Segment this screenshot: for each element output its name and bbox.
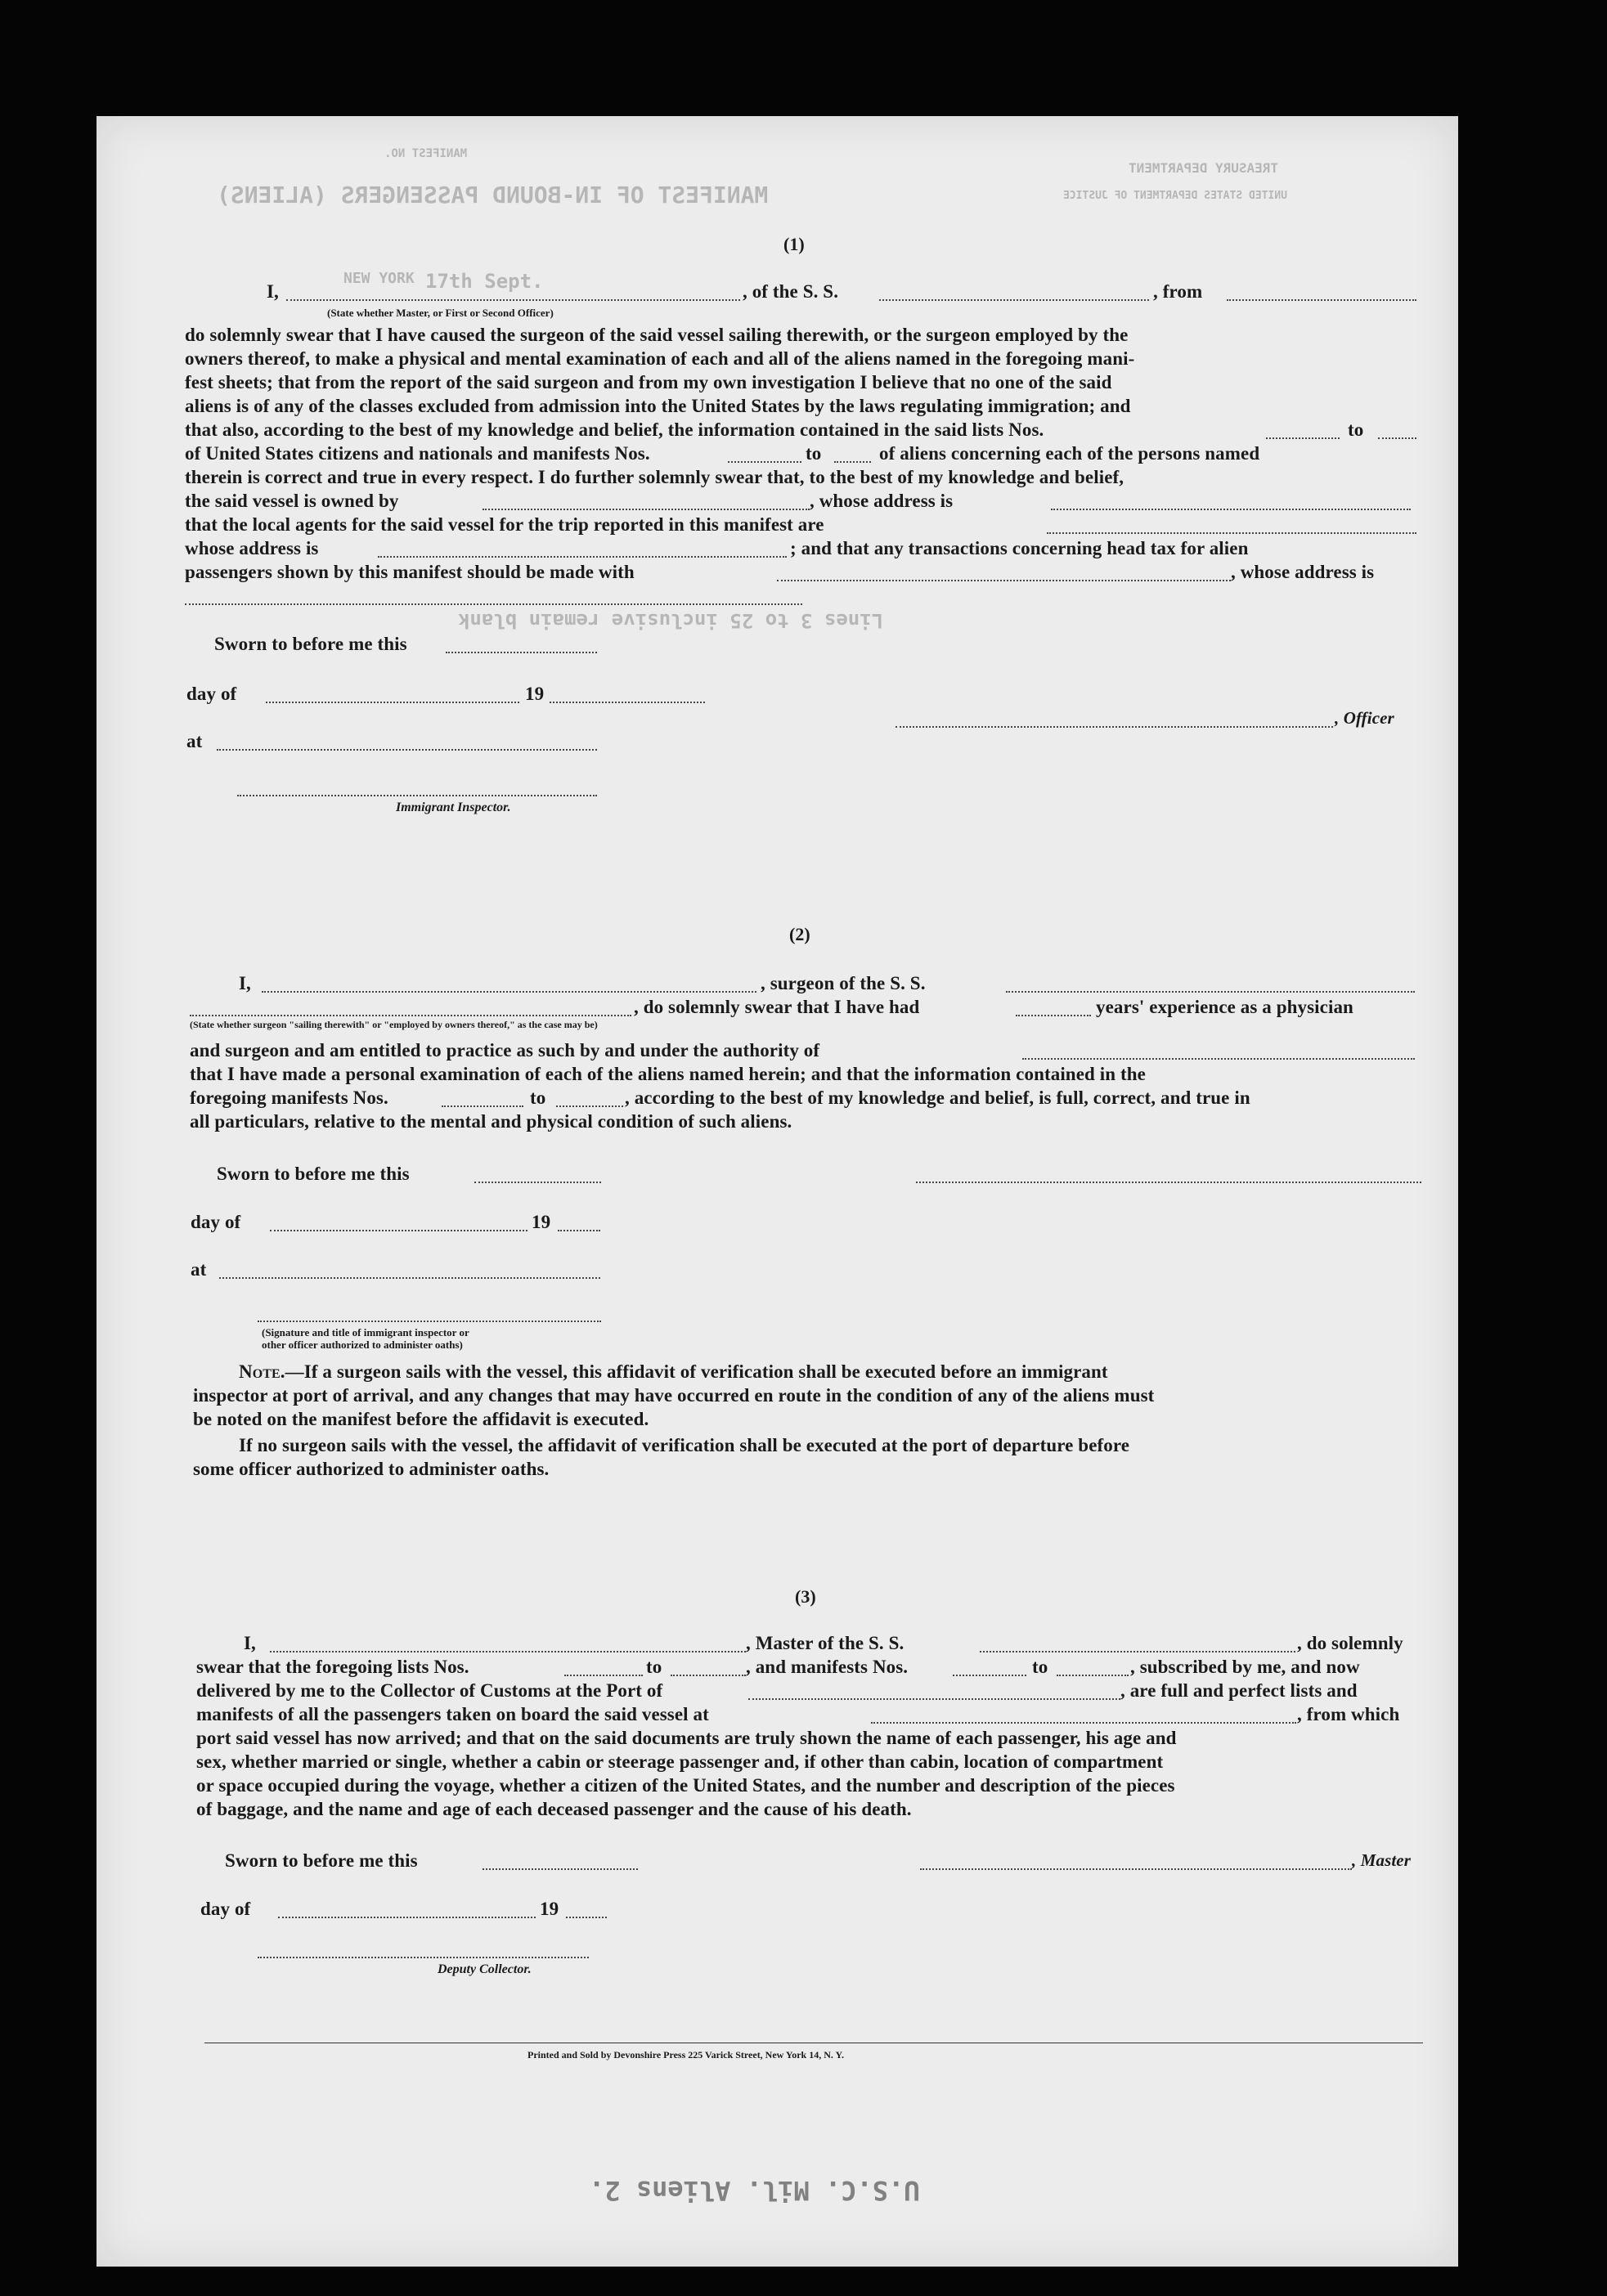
s2-sub-caption: (State whether surgeon "sailing therewith" or "employed by owners thereof," as the case may be) [190, 1019, 598, 1030]
s3-para-line-6: or space occupied during the voyage, whether a citizen of the United States, and the number and description of the pieces [196, 1775, 1175, 1796]
blank-s2-at-place [219, 1277, 600, 1279]
s1-para-line-11-end: , whose address is [1231, 562, 1375, 582]
s2-note-line-1 [239, 1361, 1108, 1383]
s2-para-line-3: foregoing manifests Nos. [190, 1087, 388, 1108]
s1-para-line-8: the said vessel is owned by [185, 491, 399, 511]
printer-imprint: Printed and Sold by Devonshire Press 225 Varick Street, New York 14, N. Y. [527, 2049, 845, 2061]
blank-manifests-nos [442, 1105, 523, 1107]
blank-surgeon-status [190, 1015, 631, 1016]
s2-note-line-2: inspector at port of arrival, and any changes that may have occurred en route in the condition of any of the aliens must [193, 1385, 1155, 1406]
s3-day-of-label: day of [200, 1899, 251, 1919]
blank-manifests-from [728, 461, 801, 463]
blank-s3-year [566, 1917, 607, 1918]
s1-day-of-label: day of [186, 684, 237, 704]
s2-para-line-1: and surgeon and am entitled to practice as such by and under the authority of [190, 1040, 820, 1061]
s1-line-i: I, [267, 281, 279, 302]
punch-hole [1462, 797, 1502, 836]
ghost-manifest-no: MANIFEST NO. [384, 147, 468, 160]
blank-s3-lists-from [564, 1675, 643, 1676]
ghost-header-text: MANIFEST OF IN-BOUND PASSENGERS (ALIENS) [217, 182, 769, 209]
blank-head-tax-party [777, 580, 1231, 581]
section-1-number: (1) [783, 234, 805, 254]
s3-para-line-3-end: , from which [1297, 1704, 1400, 1724]
ghost-date-text: 17th Sept. [425, 270, 544, 293]
s3-para-line-1: swear that the foregoing lists Nos. [196, 1657, 469, 1677]
s2-swear-label: , do solemnly swear that I have had [634, 997, 920, 1017]
section-3-number: (3) [795, 1586, 816, 1607]
s3-line-i: I, [244, 1633, 256, 1653]
punch-hole [1464, 1650, 1503, 1689]
blank-year [550, 702, 705, 703]
section-2-number: (2) [789, 924, 810, 944]
s1-of-ss: , of the S. S. [743, 281, 839, 302]
s3-para-line-5: sex, whether married or single, whether a cabin or steerage passenger and, if other than cabin, location of compartment [196, 1751, 1164, 1772]
s3-para-line-7: of baggage, and the name and age of each deceased passenger and the cause of his death. [196, 1799, 912, 1819]
blank-s3-vessel [980, 1651, 1295, 1652]
s2-year-label: 19 [532, 1212, 551, 1232]
blank-s2-year [558, 1230, 600, 1231]
s3-swear-label: , do solemnly [1297, 1633, 1403, 1653]
blank-s2-sworn-date [474, 1182, 601, 1183]
s1-para-line-6-end: of aliens concerning each of the persons named [879, 443, 1260, 464]
s1-para-line-6: of United States citizens and nationals and manifests Nos. [185, 443, 650, 464]
s2-para-line-2: that I have made a personal examination of each of the aliens named herein; and that the information contained in the [190, 1064, 1146, 1084]
s1-sub-caption: (State whether Master, or First or Second Officer) [327, 307, 554, 319]
s3-para-line-1-to-2: to [1032, 1657, 1048, 1677]
ghost-port-text: NEW YORK [343, 270, 415, 287]
s1-para-line-8-address: , whose address is [810, 491, 954, 511]
blank-authority [1022, 1058, 1415, 1060]
blank-s2-day-month [270, 1230, 527, 1231]
blank-s3-lists-to [671, 1675, 746, 1676]
s1-sworn-label: Sworn to before me this [214, 634, 407, 654]
s2-note-line-5: some officer authorized to administer oaths. [193, 1459, 550, 1479]
s1-para-line-5: that also, according to the best of my knowledge and belief, the information contained in the said lists Nos. [185, 419, 1044, 440]
blank-master-name [270, 1651, 746, 1652]
blank-owner-address [1051, 509, 1411, 510]
blank-s2-inspector-signature [258, 1321, 601, 1322]
s3-para-line-3: manifests of all the passengers taken on board the said vessel at [196, 1704, 709, 1724]
blank-s3-sworn-date [483, 1868, 638, 1870]
s1-at-label: at [186, 731, 203, 751]
blank-port-of [748, 1698, 1120, 1700]
s2-line-i: I, [239, 973, 251, 993]
s3-para-line-2: delivered by me to the Collector of Customs at the Port of [196, 1680, 663, 1701]
punch-hole [1462, 679, 1502, 718]
s3-para-line-2-end: , are full and perfect lists and [1120, 1680, 1358, 1701]
s2-at-label: at [191, 1259, 207, 1280]
blank-at-place [217, 749, 597, 751]
punch-hole [1461, 290, 1500, 330]
s3-master-label: , Master [1352, 1850, 1411, 1870]
blank-manifests-to [834, 461, 871, 463]
punch-hole [1464, 2175, 1503, 2214]
blank-officer-title [286, 299, 740, 301]
s2-day-of-label: day of [191, 1212, 241, 1232]
punch-hole [1464, 1525, 1503, 1564]
s2-note-line-3: be noted on the manifest before the affidavit is executed. [193, 1409, 649, 1429]
blank-from-port [1227, 299, 1416, 301]
s3-para-line-4: port said vessel has now arrived; and that on the said documents are truly shown the name of each passenger, his age and [196, 1728, 1177, 1748]
blank-years-experience [1016, 1015, 1091, 1016]
blank-vessel-name [879, 299, 1149, 301]
s1-officer-label: , Officer [1335, 708, 1394, 728]
blank-boarding-port [871, 1722, 1296, 1724]
blank-lists-from [1266, 437, 1340, 439]
blank-s3-manifests-from [953, 1675, 1026, 1676]
s3-para-line-1-end: , subscribed by me, and now [1130, 1657, 1360, 1677]
blank-day-month [266, 702, 519, 703]
s2-surgeon-of-ss: , surgeon of the S. S. [761, 973, 926, 993]
s1-para-line-4: aliens is of any of the classes excluded from admission into the United States by the laws regulating immigration; and [185, 396, 1131, 416]
s2-sig-caption-2: other officer authorized to administer oaths) [262, 1339, 463, 1351]
blank-s3-manifests-to [1057, 1675, 1129, 1676]
s1-para-line-1: do solemnly swear that I have caused the surgeon of the said vessel sailing therewith, or the surgeon employed by the [185, 325, 1129, 345]
blank-head-tax-address [185, 603, 802, 605]
s2-para-line-3-to: to [530, 1087, 546, 1108]
note-label: Note. [239, 1361, 285, 1382]
s1-para-line-10-end: ; and that any transactions concerning head tax for alien [790, 538, 1249, 558]
s1-year-label: 19 [525, 684, 545, 704]
blank-officer-signature [896, 726, 1333, 728]
ghost-stamp-text: Lines 3 to 25 inclusive remain blank [458, 609, 884, 632]
s3-para-line-1-to: to [646, 1657, 662, 1677]
s1-para-line-10: whose address is [185, 538, 319, 558]
s1-from: , from [1153, 281, 1203, 302]
s2-note-line-4: If no surgeon sails with the vessel, the affidavit of verification shall be executed at the port of departure before [239, 1435, 1130, 1455]
s2-para-line-3-end: , according to the best of my knowledge and belief, is full, correct, and true in [625, 1087, 1250, 1108]
s2-sworn-label: Sworn to before me this [217, 1164, 410, 1184]
blank-s2-signature [916, 1182, 1421, 1183]
s2-sig-caption-1: (Signature and title of immigrant inspector or [262, 1326, 469, 1339]
s1-para-line-7: therein is correct and true in every respect. I do further solemnly swear that, to the best of my knowledge and belief, [185, 467, 1124, 487]
note-text: —If a surgeon sails with the vessel, this affidavit of verification shall be executed before an immigrant [285, 1361, 1108, 1382]
ghost-dept-text-2: UNITED STATES DEPARTMENT OF JUSTICE [1063, 190, 1287, 202]
blank-s3-day-month [278, 1917, 536, 1918]
s2-para-line-4: all particulars, relative to the mental and physical condition of such aliens. [190, 1111, 792, 1132]
s3-master-of-ss: , Master of the S. S. [746, 1633, 904, 1653]
s3-sworn-label: Sworn to before me this [225, 1850, 418, 1871]
s1-inspector-caption: Immigrant Inspector. [396, 800, 511, 814]
s1-para-line-3: fest sheets; that from the report of the said surgeon and from my own investigation I believe that no one of the said [185, 372, 1112, 392]
punch-hole [1464, 2007, 1503, 2047]
s3-collector-caption: Deputy Collector. [438, 1962, 532, 1976]
blank-master-signature [920, 1868, 1352, 1870]
blank-surgeon-name [262, 991, 756, 993]
punch-hole [1464, 1165, 1503, 1204]
blank-manifests-to [556, 1105, 623, 1107]
s3-year-label: 19 [540, 1899, 559, 1919]
s1-para-line-6-to: to [806, 443, 822, 464]
blank-collector-signature [258, 1957, 589, 1958]
blank-sworn-date [446, 652, 597, 653]
blank-lists-to [1378, 437, 1416, 439]
blank-inspector-signature [237, 795, 597, 796]
blank-agents-address [378, 556, 787, 558]
s1-para-line-11: passengers shown by this manifest should be made with [185, 562, 635, 582]
s3-para-line-1-manifests: , and manifests Nos. [746, 1657, 909, 1677]
punch-hole [1461, 168, 1500, 207]
blank-vessel-owner [483, 509, 810, 510]
s1-para-line-9: that the local agents for the said vessel for the trip reported in this manifest are [185, 514, 824, 535]
s1-para-line-2: owners thereof, to make a physical and mental examination of each and all of the aliens named in the foregoing mani- [185, 348, 1135, 369]
blank-surgeon-vessel [1006, 991, 1415, 993]
blank-local-agents [1047, 532, 1416, 534]
ghost-dept-text: TREASURY DEPARTMENT [1129, 160, 1279, 176]
ghost-bottom-text: U.S.C. Mil. Aliens 2. [589, 2175, 920, 2206]
s2-years-label: years' experience as a physician [1096, 997, 1353, 1017]
s1-para-line-5-to: to [1348, 419, 1364, 440]
